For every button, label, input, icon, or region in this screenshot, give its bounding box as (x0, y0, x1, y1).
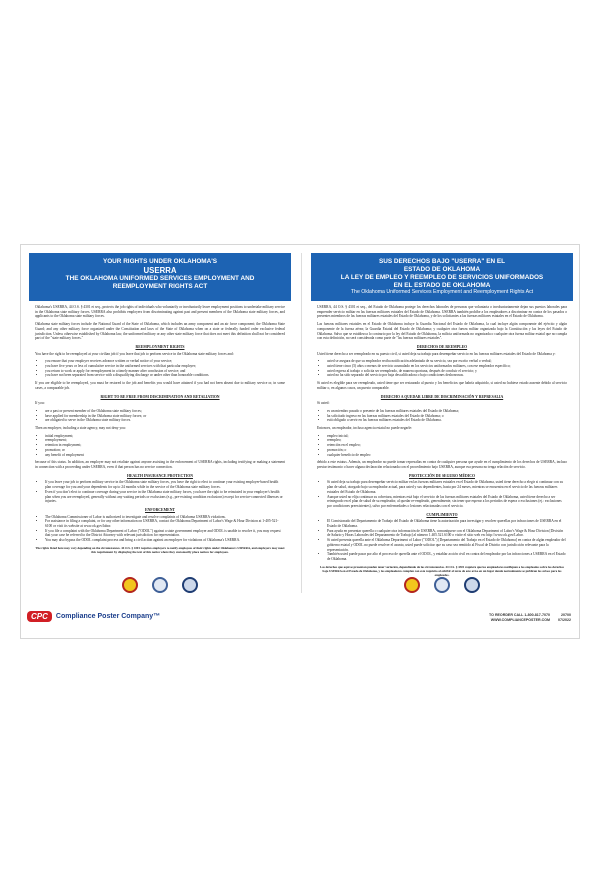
list-item: • have applied for membership in the Oklahoma state military forces; or (45, 414, 285, 419)
english-discrimination-title: RIGHT TO BE FREE FROM DISCRIMINATION AND RETALIATION (100, 394, 220, 399)
spanish-enforcement-list (317, 519, 567, 561)
spanish-reemployment-outro: Si usted es elegible para ser reempleado, usted tiene que ser restaurado al puesto y los beneficios que habría adquirido, si usted no hubiese estado ausente debido al servicio militar o, en algunos casos, un puesto comparable. (317, 381, 567, 390)
reorder-info (489, 613, 571, 622)
list-item: • También usted puede pasar por alto el proceso de querella ante el ODOL, y entablar acción civil en contra del empleador por las infracciones a USERRA en el Estado de Oklahoma. (327, 552, 567, 561)
english-reemployment-list (35, 359, 285, 378)
list-item: • es un miembro pasado o presente de las fuerzas militares estatales del Estado de Oklahoma; (327, 409, 567, 414)
list-item: • you ensure that your employer receives advance written or verbal notice of your service; (45, 359, 285, 364)
english-column (29, 253, 291, 561)
list-item: • cualquier beneficio de empleo (327, 453, 567, 458)
reorder-phone: TO REORDER CALL 1-800-817-7070 (489, 613, 550, 617)
spanish-deny-list (317, 434, 567, 458)
spanish-reemployment-list (317, 359, 567, 378)
english-title-line4: REEMPLOYMENT RIGHTS ACT (112, 282, 208, 290)
list-item: • retention in employment; (45, 443, 285, 448)
spanish-title-line3: LA LEY DE EMPLEO Y REEMPLEO DE SERVICIOS UNIFORMADOS (340, 274, 544, 281)
list-item: • The Oklahoma Commissioner of Labor is authorized to investigate and resolve complaints of Oklahoma USERRA violations. (45, 515, 285, 520)
oklahoma-state-seal-icon (434, 577, 450, 593)
logo-badge: CPC (27, 611, 52, 622)
spanish-reemployment-title: DERECHOS DE REEMPLEO (416, 344, 468, 349)
poster-code: 20700 (561, 613, 571, 617)
spanish-health-list (317, 480, 567, 508)
list-item: • you have not been separated from service with a disqualifying discharge or under other than honorable conditions. (45, 373, 285, 378)
english-discrimination-list (35, 409, 285, 423)
list-item: • promotion; or (45, 448, 285, 453)
english-title-line2: USERRA (143, 266, 177, 275)
list-item: • usted tiene cinco (5) años o menos de servicio acumulado en los servicios uniformados militares, con ese empleador específico; (327, 364, 567, 369)
list-item: • promoción; o (327, 448, 567, 453)
department-of-labor-seal-icon (464, 577, 480, 593)
english-intro2: Oklahoma state military forces include the National Guard of the State of Oklahoma, which includes an army component and an air force component; the Oklahoma State Guard; and any other military force organized under the Constitution and laws of the State of Oklahoma when on a state or federally funded order exclusive federal jurisdiction. Unless otherwise established by Oklahoma law, the uniformed military or any other state military force that does not meet this definition shall not be considered part of the "state military forces." (35, 322, 285, 341)
column-divider (301, 253, 302, 593)
spanish-discrimination-list (317, 409, 567, 423)
english-reemployment-title: REEMPLOYMENT RIGHTS (135, 344, 185, 349)
english-enforcement-list (35, 515, 285, 543)
list-item: • If you leave your job to perform military service in the Oklahoma state military forces, you have the right to elect to continue your existing employer-based health plan coverage for you and your dependents for up to 24 months while in the service of the Oklahoma state military forces. (45, 480, 285, 489)
list-item: • Aunque usted no elija continuar su cobertura, mientras está bajo el servicio de las fuerzas militares estatales del Estado de Oklahoma, usted tiene derecho a ser reintegrado en el plan de salud de su empleador, al quedar re-empleado, generalmente, sin tener que esperar a los periodos de espera o exclusiones (ej.: exclusiones por condiciones preexistentes), salvo por enfermedades o lesiones relacionadas con el servicio. (327, 495, 567, 509)
list-item: • El Comisionado del Departamento de Trabajo del Estado de Oklahoma tiene la autorización para investigar y resolver querellas por infracciones de USERRA en el Estado de Oklahoma. (327, 519, 567, 528)
list-item: • Even if you don't elect to continue coverage during your service in the Oklahoma state military forces, you have the right to be reinstated in your employer's health plan when you are reemployed, generally without any waiting periods or exclusions (e.g., pre-existing condition exclusions) except for service-connected illnesses or injuries. (45, 490, 285, 504)
english-reemployment-outro: If you are eligible to be reemployed, you must be restored to the job and benefits you would have attained if you had not been absent due to military service or, in some cases, a comparable job. (35, 381, 285, 390)
spanish-enforcement-title: CUMPLIMIENTO (426, 512, 458, 517)
spanish-reemployment-intro: Usted tiene derecho a ser reempleado en su puesto civil, si usted deja su trabajo para desempeñar servicio en las fuerzas militares estatales del Estado de Oklahoma y: (317, 351, 556, 356)
list-item: • Si usted deja su trabajo para desempeñar servicio militar en las fuerzas militares estatales en el Estado de Oklahoma, usted tiene derecho a elegir si continuar con su plan de salud, otorgado bajo su empleador actual, para usted y sus dependientes, hasta por 24 meses, mientras se encuentra en el servicio de las fuerzas militares estatales del Estado de Oklahoma. (327, 480, 567, 494)
english-footnote: The rights listed here may vary depending on the circumstances. 44 O.S. § 4301 requires employers to notify employees of their rights under Oklahoma's USERRA, and employers may meet this requirement by displaying the text of this notice where they customarily place notices for employees. (35, 545, 285, 554)
english-title-line3: THE OKLAHOMA UNIFORMED SERVICES EMPLOYMENT AND (65, 275, 255, 282)
list-item: • you return to work or apply for reemployment in a timely manner after conclusion of service; and (45, 369, 285, 374)
english-health-title: HEALTH INSURANCE PROTECTION (127, 473, 193, 478)
english-enforcement-title: ENFORCEMENT (145, 507, 175, 512)
list-item: • You may also bypass the ODOL complaint process and bring a civil action against an employer for violations of Oklahoma's USERRA. (45, 538, 285, 543)
spanish-discrimination-title: DERECHO A QUEDAR LIBRE DE DISCRIMINACIÓN Y REPRESALIA (380, 394, 504, 399)
list-item: • Para ayuda en presentar querella o cualquier otra información de USERRA, comuníquese con el Oklahoma Department of Labor's Wage & Hour Division [División de Salario y Horas Laborales del Departamento de Trabajo] al número 1.405.521.6100 o visite el sitio web en: http://www.ok.gov/Labor. (327, 529, 567, 538)
list-item: • reempleo; (327, 438, 567, 443)
english-header (29, 253, 291, 301)
list-item: • ha solicitado ingreso en las fuerzas militares estatales del Estado de Oklahoma; o (327, 414, 567, 419)
spanish-column (311, 253, 573, 577)
spanish-title-line4: EN EL ESTADO DE OKLAHOMA (393, 281, 491, 289)
poster-footer (21, 605, 579, 635)
list-item: • empleo inicial; (327, 434, 567, 439)
list-item: • any benefit of employment (45, 453, 285, 458)
spanish-footnote: Los derechos que aquí se presentan pueden tener variación, dependiendo de las circunstancias. 44 O.S. § 4301 requiere que los empleadores notifiquen a los empleados sobre los derechos bajo USERRA en el Estado de Oklahoma, y los empleadores cumplen con este requisito al exhibir el texto de este aviso en un lugar donde normalmente se publican los avisos para los empleados. (320, 564, 564, 577)
list-item: • reemployment; (45, 438, 285, 443)
spanish-header (311, 253, 573, 301)
list-item: • usted se asegura de que su empleador reciba notificación adelantada de su servicio, sea por escrito verbal o verbal; (327, 359, 567, 364)
spanish-health-title: PROTECCIÓN DE SEGURO MÉDICO (409, 473, 475, 478)
spanish-discrimination-intro: Si usted: (317, 401, 330, 406)
spanish-title-line2: ESTADO DE OKLAHOMA (403, 266, 481, 273)
department-of-labor-seal-icon (182, 577, 198, 593)
company-logo (27, 611, 160, 622)
oklahoma-military-seal-icon (122, 577, 138, 593)
poster-date: 07/2022 (558, 617, 571, 622)
spanish-title-line1: SUS DERECHOS BAJO "USERRA" EN EL (378, 258, 506, 265)
spanish-discrimination-outro: debido a este estatus. Además, un empleador no puede tomar represalias en contra de cualquier persona que ayude en el cumplimiento de los derechos de USERRA, incluso prestar testimonio o hacer alguna declaración relacionada con el procedimiento bajo USERRA, aunque esa persona no tenga relación de servicio. (317, 460, 567, 469)
list-item: • are a past or present member of the Oklahoma state military forces; (45, 409, 285, 414)
spanish-discrimination-then: Entonces, un empleador, incluso agencia estatal no puede negarle: (317, 426, 413, 431)
list-item: • retención en el empleo; (327, 443, 567, 448)
english-seals (29, 575, 291, 595)
spanish-body (311, 301, 573, 577)
english-discrimination-intro: If you: (35, 401, 45, 406)
english-discrimination-then: Then an employer, including a state agency, may not deny you: (35, 426, 126, 431)
english-health-list (35, 480, 285, 504)
logo-text: Compliance Poster Company™ (55, 613, 161, 620)
english-intro1: Oklahoma's USERRA, 44 O.S. § 4301 et seq., protects the job rights of individuals who voluntarily or involuntarily leave employment positions to undertake military service in the Oklahoma state military forces. USERRA also prohibits employers from discriminating against past and present members of the Oklahoma state military forces, and applicants to the Oklahoma state military forces. (35, 305, 285, 319)
list-item: • usted no ha sido separado del servicio por baja descalificadora o bajo condiciones deshonrosas. (327, 373, 567, 378)
oklahoma-military-seal-icon (404, 577, 420, 593)
list-item: • usted regresa al trabajo o solicita ser reempleado, de manera oportuna, después de concluir el servicio; y (327, 369, 567, 374)
english-reemployment-intro: You have the right to be reemployed at your civilian job if you leave that job to perform service in the Oklahoma state military forces and: (35, 351, 234, 356)
spanish-intro1: USERRA, 44 O.S. § 4301 et seq., del Estado de Oklahoma protege los derechos laborales de personas que voluntaria o involuntariamente dejan sus puestos laborales para emprender servicio militar en las fuerzas militares estatales del Estado de Oklahoma. USERRA también prohíbe a los empleadores a discriminar en contra de los pasados o presentes miembros de las fuerzas militares estatales del Estado de Oklahoma, y de los solicitantes a las fuerzas militares estatales en el Estado de Oklahoma. (317, 305, 567, 319)
list-item: • initial employment; (45, 434, 285, 439)
spanish-intro2: Las fuerzas militares estatales en el Estado de Oklahoma incluye la Guardia Nacional del Estado de Oklahoma, la cual incluye algún componente del ejército y algún componente de la fuerza aérea; la Guardia Estatal del Estado de Oklahoma; y cualquier otra fuerza militar organizada bajo la Constitución y las leyes del Estado de Oklahoma. Salvo que se establezca lo contrario por la ley del Estado de Oklahoma, la milicia uniformada no organizada o cualquier otra fuerza militar estatal que no cumpla con esta definición, no será considerada como parte de "las fuerzas militares estatales". (317, 322, 567, 341)
english-deny-list (35, 434, 285, 458)
list-item: • está obligado a servir en las fuerzas militares estatales del Estado de Oklahoma. (327, 418, 567, 423)
english-discrimination-outro: because of this status. In addition, an employer may not retaliate against anyone assisting in the enforcement of USERRA rights, including testifying or making a statement in connection with a proceeding under USERRA, even if that person has no service connection. (35, 460, 285, 469)
list-item: • you have five years or less of cumulative service in the uniformed services with that particular employer; (45, 364, 285, 369)
company-website: WWW.COMPLIANCEPOSTER.COM (490, 617, 550, 622)
english-body (29, 301, 291, 554)
list-item: • Si usted presenta querella ante el Oklahoma Department of Labor ("ODOL") [Departamento del Trabajo en el Estado de Oklahoma] en contra de algún empleador del gobierno estatal y ODOL no puede resolver el asunto, usted puede solicitar que su caso sea remitido al Fiscal de Distrito con jurisdicción relevante para la representación. (327, 538, 567, 552)
oklahoma-state-seal-icon (152, 577, 168, 593)
spanish-subtitle: The Oklahoma Uniformed Services Employment and Reemployment Rights Act (350, 289, 534, 295)
poster (20, 244, 580, 639)
list-item: • If you file a complaint with the Oklahoma Department of Labor ("ODOL") against a state government employer and ODOL is unable to resolve it, you may request that your case be referred to the District Attorney with relevant jurisdiction for representation. (45, 529, 285, 538)
list-item: • are obligated to serve in the Oklahoma state military forces. (45, 418, 285, 423)
spanish-seals (311, 575, 573, 595)
list-item: • For assistance in filing a complaint, or for any other information on USERRA, contact the Oklahoma Department of Labor's Wage & Hour Division at 1-405-521-6100 or visit its website at www.ok.gov/labor. (45, 519, 285, 528)
english-title-line1: YOUR RIGHTS UNDER OKLAHOMA'S (102, 258, 218, 265)
